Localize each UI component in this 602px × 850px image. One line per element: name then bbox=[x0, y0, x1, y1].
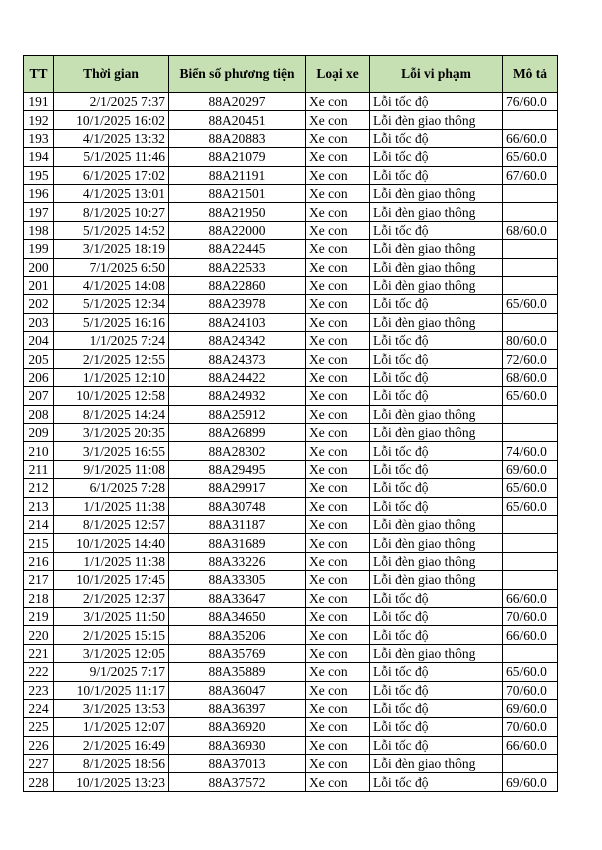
cell-vehicle-type: Xe con bbox=[306, 258, 370, 276]
cell-tt: 193 bbox=[24, 129, 54, 147]
cell-plate: 88A21191 bbox=[169, 166, 306, 184]
cell-violation: Lỗi tốc độ bbox=[370, 699, 503, 717]
cell-tt: 217 bbox=[24, 571, 54, 589]
table-row bbox=[24, 332, 558, 350]
cell-violation: Lỗi đèn giao thông bbox=[370, 515, 503, 533]
cell-time: 9/1/2025 11:08 bbox=[54, 460, 169, 478]
cell-violation: Lỗi tốc độ bbox=[370, 773, 503, 791]
table-row bbox=[24, 479, 558, 497]
cell-plate: 88A23978 bbox=[169, 295, 306, 313]
cell-tt: 220 bbox=[24, 626, 54, 644]
cell-violation: Lỗi tốc độ bbox=[370, 626, 503, 644]
cell-plate: 88A22533 bbox=[169, 258, 306, 276]
table-row bbox=[24, 460, 558, 478]
table-row bbox=[24, 552, 558, 570]
cell-tt: 205 bbox=[24, 350, 54, 368]
cell-violation: Lỗi tốc độ bbox=[370, 295, 503, 313]
cell-violation: Lỗi đèn giao thông bbox=[370, 644, 503, 662]
cell-vehicle-type: Xe con bbox=[306, 534, 370, 552]
cell-violation: Lỗi đèn giao thông bbox=[370, 552, 503, 570]
cell-time: 5/1/2025 14:52 bbox=[54, 221, 169, 239]
cell-tt: 204 bbox=[24, 332, 54, 350]
cell-violation: Lỗi tốc độ bbox=[370, 497, 503, 515]
cell-description: 69/60.0 bbox=[503, 460, 558, 478]
cell-tt: 195 bbox=[24, 166, 54, 184]
cell-plate: 88A31689 bbox=[169, 534, 306, 552]
cell-tt: 221 bbox=[24, 644, 54, 662]
cell-tt: 224 bbox=[24, 699, 54, 717]
table-row bbox=[24, 368, 558, 386]
cell-time: 3/1/2025 16:55 bbox=[54, 442, 169, 460]
cell-plate: 88A24932 bbox=[169, 387, 306, 405]
cell-description: 66/60.0 bbox=[503, 736, 558, 754]
cell-violation: Lỗi đèn giao thông bbox=[370, 755, 503, 773]
cell-vehicle-type: Xe con bbox=[306, 184, 370, 202]
cell-tt: 218 bbox=[24, 589, 54, 607]
cell-time: 2/1/2025 15:15 bbox=[54, 626, 169, 644]
cell-vehicle-type: Xe con bbox=[306, 663, 370, 681]
cell-violation: Lỗi tốc độ bbox=[370, 221, 503, 239]
table-row bbox=[24, 644, 558, 662]
cell-tt: 210 bbox=[24, 442, 54, 460]
cell-description: 66/60.0 bbox=[503, 589, 558, 607]
cell-description: 72/60.0 bbox=[503, 350, 558, 368]
cell-time: 5/1/2025 12:34 bbox=[54, 295, 169, 313]
cell-description: 65/60.0 bbox=[503, 295, 558, 313]
table-row bbox=[24, 424, 558, 442]
cell-time: 2/1/2025 12:55 bbox=[54, 350, 169, 368]
table-row bbox=[24, 148, 558, 166]
cell-vehicle-type: Xe con bbox=[306, 626, 370, 644]
cell-vehicle-type: Xe con bbox=[306, 515, 370, 533]
cell-description bbox=[503, 184, 558, 202]
cell-vehicle-type: Xe con bbox=[306, 387, 370, 405]
cell-description bbox=[503, 755, 558, 773]
header-plate: Biển số phương tiện bbox=[169, 56, 306, 93]
header-violation: Lỗi vi phạm bbox=[370, 56, 503, 93]
cell-description bbox=[503, 258, 558, 276]
cell-time: 2/1/2025 12:37 bbox=[54, 589, 169, 607]
table-row bbox=[24, 571, 558, 589]
cell-violation: Lỗi đèn giao thông bbox=[370, 424, 503, 442]
cell-vehicle-type: Xe con bbox=[306, 93, 370, 111]
table-row bbox=[24, 626, 558, 644]
cell-vehicle-type: Xe con bbox=[306, 589, 370, 607]
cell-violation: Lỗi tốc độ bbox=[370, 681, 503, 699]
cell-violation: Lỗi đèn giao thông bbox=[370, 184, 503, 202]
cell-time: 8/1/2025 14:24 bbox=[54, 405, 169, 423]
cell-plate: 88A37013 bbox=[169, 755, 306, 773]
cell-vehicle-type: Xe con bbox=[306, 607, 370, 625]
cell-plate: 88A24342 bbox=[169, 332, 306, 350]
cell-vehicle-type: Xe con bbox=[306, 221, 370, 239]
cell-plate: 88A28302 bbox=[169, 442, 306, 460]
table-row bbox=[24, 773, 558, 791]
cell-description bbox=[503, 552, 558, 570]
cell-plate: 88A36047 bbox=[169, 681, 306, 699]
cell-time: 4/1/2025 13:01 bbox=[54, 184, 169, 202]
cell-description: 69/60.0 bbox=[503, 699, 558, 717]
cell-time: 3/1/2025 12:05 bbox=[54, 644, 169, 662]
cell-plate: 88A24422 bbox=[169, 368, 306, 386]
cell-description bbox=[503, 405, 558, 423]
table-row bbox=[24, 663, 558, 681]
table-row bbox=[24, 240, 558, 258]
cell-vehicle-type: Xe con bbox=[306, 332, 370, 350]
cell-plate: 88A22000 bbox=[169, 221, 306, 239]
cell-time: 3/1/2025 13:53 bbox=[54, 699, 169, 717]
table-row bbox=[24, 313, 558, 331]
cell-vehicle-type: Xe con bbox=[306, 718, 370, 736]
cell-description: 68/60.0 bbox=[503, 221, 558, 239]
cell-vehicle-type: Xe con bbox=[306, 442, 370, 460]
cell-plate: 88A29917 bbox=[169, 479, 306, 497]
cell-time: 3/1/2025 11:50 bbox=[54, 607, 169, 625]
header-tt: TT bbox=[24, 56, 54, 93]
cell-vehicle-type: Xe con bbox=[306, 479, 370, 497]
cell-vehicle-type: Xe con bbox=[306, 460, 370, 478]
cell-violation: Lỗi đèn giao thông bbox=[370, 240, 503, 258]
table-row bbox=[24, 184, 558, 202]
table-row bbox=[24, 295, 558, 313]
cell-tt: 227 bbox=[24, 755, 54, 773]
cell-violation: Lỗi đèn giao thông bbox=[370, 313, 503, 331]
cell-time: 2/1/2025 7:37 bbox=[54, 93, 169, 111]
cell-tt: 223 bbox=[24, 681, 54, 699]
cell-plate: 88A21079 bbox=[169, 148, 306, 166]
cell-description: 68/60.0 bbox=[503, 368, 558, 386]
cell-description: 70/60.0 bbox=[503, 681, 558, 699]
cell-plate: 88A36920 bbox=[169, 718, 306, 736]
cell-vehicle-type: Xe con bbox=[306, 552, 370, 570]
cell-time: 5/1/2025 16:16 bbox=[54, 313, 169, 331]
cell-description: 80/60.0 bbox=[503, 332, 558, 350]
cell-plate: 88A24103 bbox=[169, 313, 306, 331]
cell-violation: Lỗi tốc độ bbox=[370, 350, 503, 368]
cell-plate: 88A21950 bbox=[169, 203, 306, 221]
cell-violation: Lỗi tốc độ bbox=[370, 387, 503, 405]
cell-vehicle-type: Xe con bbox=[306, 350, 370, 368]
cell-violation: Lỗi tốc độ bbox=[370, 129, 503, 147]
cell-time: 10/1/2025 13:23 bbox=[54, 773, 169, 791]
cell-plate: 88A30748 bbox=[169, 497, 306, 515]
cell-time: 10/1/2025 11:17 bbox=[54, 681, 169, 699]
cell-violation: Lỗi tốc độ bbox=[370, 442, 503, 460]
cell-plate: 88A35769 bbox=[169, 644, 306, 662]
cell-vehicle-type: Xe con bbox=[306, 240, 370, 258]
cell-violation: Lỗi tốc độ bbox=[370, 332, 503, 350]
cell-violation: Lỗi tốc độ bbox=[370, 166, 503, 184]
cell-tt: 207 bbox=[24, 387, 54, 405]
cell-description: 66/60.0 bbox=[503, 129, 558, 147]
cell-vehicle-type: Xe con bbox=[306, 111, 370, 129]
violations-table bbox=[23, 55, 558, 792]
cell-plate: 88A33305 bbox=[169, 571, 306, 589]
cell-tt: 212 bbox=[24, 479, 54, 497]
cell-vehicle-type: Xe con bbox=[306, 368, 370, 386]
table-row bbox=[24, 350, 558, 368]
cell-plate: 88A33226 bbox=[169, 552, 306, 570]
cell-description: 65/60.0 bbox=[503, 479, 558, 497]
cell-violation: Lỗi tốc độ bbox=[370, 607, 503, 625]
cell-tt: 226 bbox=[24, 736, 54, 754]
cell-violation: Lỗi đèn giao thông bbox=[370, 276, 503, 294]
cell-time: 1/1/2025 7:24 bbox=[54, 332, 169, 350]
cell-description: 70/60.0 bbox=[503, 607, 558, 625]
cell-description bbox=[503, 571, 558, 589]
cell-description: 69/60.0 bbox=[503, 773, 558, 791]
cell-tt: 196 bbox=[24, 184, 54, 202]
cell-description: 65/60.0 bbox=[503, 497, 558, 515]
table-row bbox=[24, 166, 558, 184]
table-row bbox=[24, 387, 558, 405]
cell-vehicle-type: Xe con bbox=[306, 644, 370, 662]
cell-plate: 88A25912 bbox=[169, 405, 306, 423]
cell-tt: 214 bbox=[24, 515, 54, 533]
cell-violation: Lỗi đèn giao thông bbox=[370, 203, 503, 221]
cell-plate: 88A37572 bbox=[169, 773, 306, 791]
table-row bbox=[24, 405, 558, 423]
cell-plate: 88A26899 bbox=[169, 424, 306, 442]
table-row bbox=[24, 755, 558, 773]
cell-description: 66/60.0 bbox=[503, 626, 558, 644]
table-row bbox=[24, 699, 558, 717]
cell-vehicle-type: Xe con bbox=[306, 497, 370, 515]
table-row bbox=[24, 607, 558, 625]
table-row bbox=[24, 681, 558, 699]
cell-violation: Lỗi đèn giao thông bbox=[370, 571, 503, 589]
cell-violation: Lỗi tốc độ bbox=[370, 589, 503, 607]
table-header bbox=[24, 56, 558, 93]
cell-violation: Lỗi tốc độ bbox=[370, 479, 503, 497]
cell-plate: 88A22445 bbox=[169, 240, 306, 258]
cell-violation: Lỗi tốc độ bbox=[370, 460, 503, 478]
cell-vehicle-type: Xe con bbox=[306, 773, 370, 791]
cell-time: 6/1/2025 17:02 bbox=[54, 166, 169, 184]
cell-time: 3/1/2025 18:19 bbox=[54, 240, 169, 258]
cell-violation: Lỗi tốc độ bbox=[370, 93, 503, 111]
cell-violation: Lỗi đèn giao thông bbox=[370, 111, 503, 129]
cell-tt: 197 bbox=[24, 203, 54, 221]
cell-tt: 211 bbox=[24, 460, 54, 478]
cell-plate: 88A22860 bbox=[169, 276, 306, 294]
cell-plate: 88A34650 bbox=[169, 607, 306, 625]
cell-plate: 88A36930 bbox=[169, 736, 306, 754]
cell-tt: 213 bbox=[24, 497, 54, 515]
cell-tt: 216 bbox=[24, 552, 54, 570]
header-row bbox=[24, 56, 558, 93]
cell-description: 74/60.0 bbox=[503, 442, 558, 460]
cell-vehicle-type: Xe con bbox=[306, 755, 370, 773]
cell-time: 8/1/2025 10:27 bbox=[54, 203, 169, 221]
cell-tt: 209 bbox=[24, 424, 54, 442]
cell-vehicle-type: Xe con bbox=[306, 736, 370, 754]
table-row bbox=[24, 534, 558, 552]
table-row bbox=[24, 111, 558, 129]
cell-violation: Lỗi tốc độ bbox=[370, 663, 503, 681]
cell-tt: 206 bbox=[24, 368, 54, 386]
cell-time: 10/1/2025 12:58 bbox=[54, 387, 169, 405]
table-row bbox=[24, 736, 558, 754]
table-row bbox=[24, 129, 558, 147]
cell-tt: 203 bbox=[24, 313, 54, 331]
cell-description bbox=[503, 424, 558, 442]
cell-description: 65/60.0 bbox=[503, 148, 558, 166]
cell-tt: 201 bbox=[24, 276, 54, 294]
cell-time: 8/1/2025 12:57 bbox=[54, 515, 169, 533]
cell-time: 7/1/2025 6:50 bbox=[54, 258, 169, 276]
table-row bbox=[24, 442, 558, 460]
cell-plate: 88A20451 bbox=[169, 111, 306, 129]
cell-time: 1/1/2025 11:38 bbox=[54, 552, 169, 570]
cell-time: 6/1/2025 7:28 bbox=[54, 479, 169, 497]
cell-time: 1/1/2025 11:38 bbox=[54, 497, 169, 515]
cell-plate: 88A35206 bbox=[169, 626, 306, 644]
cell-plate: 88A20883 bbox=[169, 129, 306, 147]
table-row bbox=[24, 497, 558, 515]
cell-time: 5/1/2025 11:46 bbox=[54, 148, 169, 166]
cell-tt: 200 bbox=[24, 258, 54, 276]
table-body bbox=[24, 93, 558, 792]
cell-violation: Lỗi tốc độ bbox=[370, 736, 503, 754]
table-row bbox=[24, 203, 558, 221]
cell-tt: 215 bbox=[24, 534, 54, 552]
cell-violation: Lỗi đèn giao thông bbox=[370, 534, 503, 552]
cell-plate: 88A36397 bbox=[169, 699, 306, 717]
table-row bbox=[24, 93, 558, 111]
cell-vehicle-type: Xe con bbox=[306, 313, 370, 331]
cell-description bbox=[503, 203, 558, 221]
cell-tt: 194 bbox=[24, 148, 54, 166]
cell-tt: 225 bbox=[24, 718, 54, 736]
cell-time: 10/1/2025 17:45 bbox=[54, 571, 169, 589]
cell-time: 3/1/2025 20:35 bbox=[54, 424, 169, 442]
table-row bbox=[24, 515, 558, 533]
cell-vehicle-type: Xe con bbox=[306, 405, 370, 423]
cell-plate: 88A31187 bbox=[169, 515, 306, 533]
cell-plate: 88A20297 bbox=[169, 93, 306, 111]
cell-tt: 192 bbox=[24, 111, 54, 129]
cell-tt: 219 bbox=[24, 607, 54, 625]
cell-plate: 88A24373 bbox=[169, 350, 306, 368]
cell-tt: 228 bbox=[24, 773, 54, 791]
cell-vehicle-type: Xe con bbox=[306, 148, 370, 166]
header-description: Mô tả bbox=[503, 56, 558, 93]
cell-time: 10/1/2025 16:02 bbox=[54, 111, 169, 129]
cell-time: 4/1/2025 13:32 bbox=[54, 129, 169, 147]
table-row bbox=[24, 718, 558, 736]
cell-violation: Lỗi đèn giao thông bbox=[370, 258, 503, 276]
cell-vehicle-type: Xe con bbox=[306, 166, 370, 184]
cell-vehicle-type: Xe con bbox=[306, 129, 370, 147]
cell-vehicle-type: Xe con bbox=[306, 203, 370, 221]
cell-description bbox=[503, 644, 558, 662]
header-vehicle-type: Loại xe bbox=[306, 56, 370, 93]
cell-description bbox=[503, 276, 558, 294]
cell-description: 76/60.0 bbox=[503, 93, 558, 111]
cell-description bbox=[503, 111, 558, 129]
cell-tt: 198 bbox=[24, 221, 54, 239]
cell-violation: Lỗi tốc độ bbox=[370, 368, 503, 386]
cell-time: 4/1/2025 14:08 bbox=[54, 276, 169, 294]
table-row bbox=[24, 258, 558, 276]
cell-time: 1/1/2025 12:07 bbox=[54, 718, 169, 736]
table-row bbox=[24, 221, 558, 239]
cell-vehicle-type: Xe con bbox=[306, 276, 370, 294]
cell-plate: 88A35889 bbox=[169, 663, 306, 681]
cell-description bbox=[503, 240, 558, 258]
cell-vehicle-type: Xe con bbox=[306, 424, 370, 442]
cell-time: 1/1/2025 12:10 bbox=[54, 368, 169, 386]
cell-plate: 88A33647 bbox=[169, 589, 306, 607]
cell-violation: Lỗi tốc độ bbox=[370, 718, 503, 736]
cell-vehicle-type: Xe con bbox=[306, 571, 370, 589]
cell-vehicle-type: Xe con bbox=[306, 295, 370, 313]
cell-plate: 88A21501 bbox=[169, 184, 306, 202]
cell-time: 2/1/2025 16:49 bbox=[54, 736, 169, 754]
cell-description: 67/60.0 bbox=[503, 166, 558, 184]
cell-description: 70/60.0 bbox=[503, 718, 558, 736]
cell-tt: 199 bbox=[24, 240, 54, 258]
cell-plate: 88A29495 bbox=[169, 460, 306, 478]
cell-violation: Lỗi tốc độ bbox=[370, 148, 503, 166]
cell-vehicle-type: Xe con bbox=[306, 681, 370, 699]
cell-time: 8/1/2025 18:56 bbox=[54, 755, 169, 773]
cell-tt: 202 bbox=[24, 295, 54, 313]
cell-description bbox=[503, 313, 558, 331]
cell-description bbox=[503, 534, 558, 552]
cell-description bbox=[503, 515, 558, 533]
cell-time: 9/1/2025 7:17 bbox=[54, 663, 169, 681]
table-row bbox=[24, 276, 558, 294]
table-row bbox=[24, 589, 558, 607]
cell-tt: 191 bbox=[24, 93, 54, 111]
header-time: Thời gian bbox=[54, 56, 169, 93]
cell-violation: Lỗi đèn giao thông bbox=[370, 405, 503, 423]
cell-tt: 208 bbox=[24, 405, 54, 423]
cell-description: 65/60.0 bbox=[503, 387, 558, 405]
cell-description: 65/60.0 bbox=[503, 663, 558, 681]
cell-vehicle-type: Xe con bbox=[306, 699, 370, 717]
cell-time: 10/1/2025 14:40 bbox=[54, 534, 169, 552]
cell-tt: 222 bbox=[24, 663, 54, 681]
